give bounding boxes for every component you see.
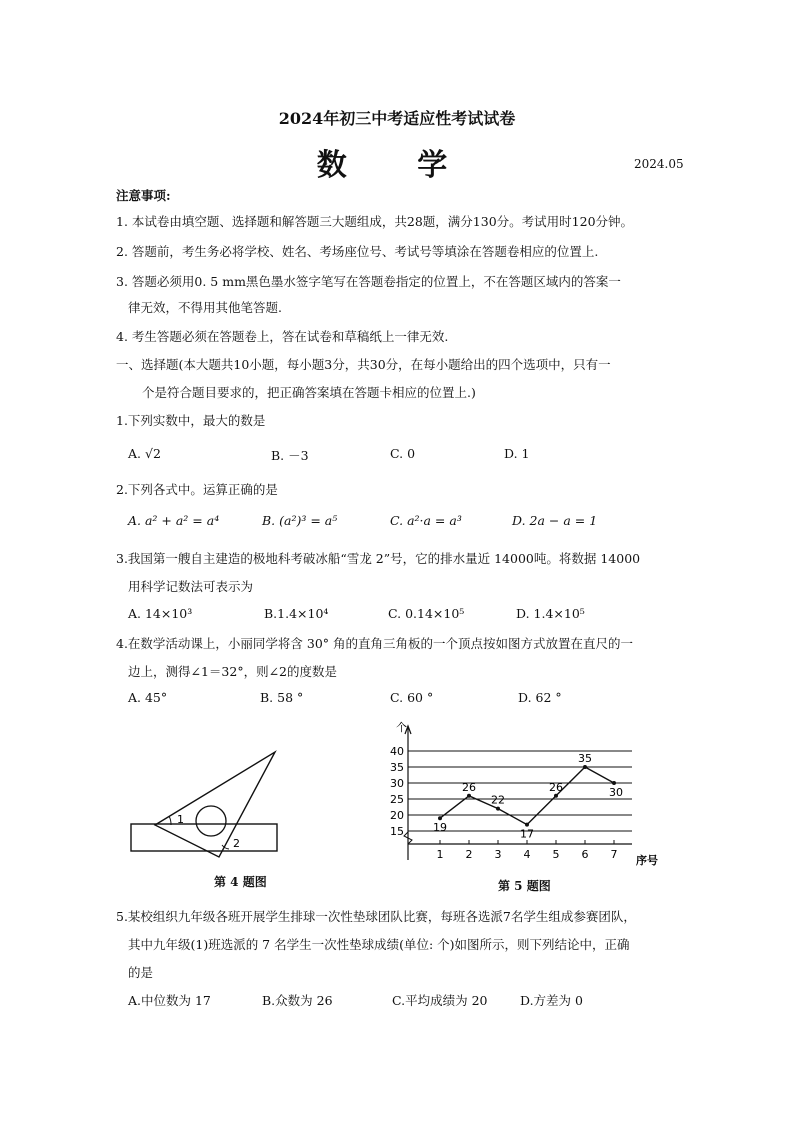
data-point bbox=[438, 816, 442, 820]
q2-stem: 2.下列各式中。运算正确的是 bbox=[116, 482, 278, 497]
q5-option-d: D.方差为 0 bbox=[520, 993, 583, 1008]
q3-option-a: A. 14×10³ bbox=[128, 606, 193, 621]
data-point bbox=[612, 781, 616, 785]
x-tick-label: 6 bbox=[581, 848, 589, 861]
q4-option-d: D. 62 ° bbox=[518, 690, 562, 705]
note-item: 3. 答题必须用0. 5 mm黑色墨水签字笔写在答题卷指定的位置上，不在答题区域内的答案一 bbox=[116, 274, 621, 289]
y-tick-label: 35 bbox=[390, 761, 404, 774]
q5-stem-cont2: 的是 bbox=[128, 965, 154, 980]
x-tick-label: 2 bbox=[465, 848, 473, 861]
note-item: 律无效，不得用其他笔答题. bbox=[128, 300, 282, 315]
q4-option-a: A. 45° bbox=[128, 690, 168, 705]
exam-date: 2024.05 bbox=[634, 157, 684, 171]
q4-stem-cont: 边上，测得∠1＝32°，则∠2的度数是 bbox=[128, 664, 338, 679]
q5-stem-cont: 其中九年级(1)班选派的 7 名学生一次性垫球成绩(单位: 个)如图所示，则下列结论中，正确 bbox=[128, 937, 630, 952]
data-point bbox=[525, 823, 529, 827]
subject-title: 数 学 bbox=[316, 148, 478, 183]
q3-option-c: C. 0.14×10⁵ bbox=[388, 606, 465, 621]
data-point bbox=[467, 794, 471, 798]
angle-1-label: 1 bbox=[177, 813, 184, 826]
y-tick-label: 40 bbox=[390, 745, 404, 758]
q1-option-a: A. √2 bbox=[128, 446, 161, 461]
q3-stem: 3.我国第一艘自主建造的极地科考破冰船“雪龙 2”号，它的排水量近 14000吨。将数据 14000 bbox=[116, 551, 641, 566]
q3-option-b: B.1.4×10⁴ bbox=[264, 606, 329, 621]
q5-option-c: C.平均成绩为 20 bbox=[392, 993, 488, 1008]
q5-stem: 5.某校组织九年级各班开展学生排球一次性垫球团队比赛，每班各选派7名学生组成参赛团队， bbox=[116, 909, 636, 924]
note-item: 1. 本试卷由填空题、选择题和解答题三大题组成，共28题，满分130分。考试用时120分钟。 bbox=[116, 214, 634, 229]
data-point bbox=[496, 807, 500, 811]
note-item: 2. 答题前，考生务必将学校、姓名、考场座位号、考试号等填涂在答题卷相应的位置上. bbox=[116, 244, 599, 259]
q1-option-c: C. 0 bbox=[390, 446, 416, 461]
y-tick-label: 25 bbox=[390, 793, 404, 806]
y-tick-label: 15 bbox=[390, 825, 404, 838]
q2-option-b: B. (a²)³ = a⁵ bbox=[262, 513, 338, 528]
figure-4-triangle-ruler bbox=[125, 745, 285, 865]
figure-5-line-chart bbox=[360, 714, 680, 874]
q5-option-a: A.中位数为 17 bbox=[128, 993, 211, 1008]
x-axis-label: 序号 bbox=[636, 854, 658, 867]
q2-option-d: D. 2a − a = 1 bbox=[512, 513, 598, 528]
q1-stem: 1.下列实数中，最大的数是 bbox=[116, 413, 266, 428]
q2-option-c: C. a²·a = a³ bbox=[390, 513, 462, 528]
figure-5-caption: 第 5 题图 bbox=[498, 879, 551, 893]
q3-stem-cont: 用科学记数法可表示为 bbox=[128, 579, 254, 594]
chart-points bbox=[433, 752, 623, 841]
q1-option-d: D. 1 bbox=[504, 446, 530, 461]
q3-option-d: D. 1.4×10⁵ bbox=[516, 606, 585, 621]
data-label: 19 bbox=[433, 821, 447, 835]
x-tick-label: 5 bbox=[552, 848, 560, 861]
y-tick-label: 30 bbox=[390, 777, 404, 790]
section-heading-cont: 个是符合题目要求的，把正确答案填在答题卡相应的位置上.) bbox=[142, 385, 476, 400]
y-axis-label: 个 bbox=[396, 721, 407, 734]
note-item: 4. 考生答题必须在答题卷上，答在试卷和草稿纸上一律无效. bbox=[116, 329, 449, 344]
q1-option-b: B. －3 bbox=[271, 448, 309, 463]
x-tick-label: 4 bbox=[523, 848, 531, 861]
y-tick-label: 20 bbox=[390, 809, 404, 822]
x-tick-label: 7 bbox=[610, 848, 618, 861]
figure-4-caption: 第 4 题图 bbox=[214, 875, 267, 889]
q4-stem: 4.在数学活动课上，小丽同学将含 30° 角的直角三角板的一个顶点按如图方式放置在直尺的一 bbox=[116, 636, 634, 651]
section-heading: 一、选择题(本大题共10小题，每小题3分，共30分，在每小题给出的四个选项中，只有一 bbox=[116, 357, 611, 372]
data-label: 22 bbox=[491, 793, 505, 807]
q4-option-c: C. 60 ° bbox=[390, 690, 434, 705]
x-tick-label: 3 bbox=[494, 848, 502, 861]
exam-title: 2024年初三中考适应性考试试卷 bbox=[278, 109, 516, 128]
data-series-line bbox=[440, 767, 614, 825]
data-label: 26 bbox=[549, 780, 563, 794]
data-label: 17 bbox=[520, 827, 534, 841]
q5-option-b: B.众数为 26 bbox=[262, 993, 333, 1008]
data-point bbox=[554, 794, 558, 798]
notes-heading: 注意事项: bbox=[116, 188, 171, 203]
data-label: 30 bbox=[609, 786, 623, 799]
x-tick-label: 1 bbox=[436, 848, 444, 861]
data-point bbox=[583, 765, 587, 769]
data-label: 26 bbox=[462, 780, 476, 794]
data-label: 35 bbox=[578, 752, 592, 765]
q4-option-b: B. 58 ° bbox=[260, 690, 304, 705]
q2-option-a: A. a² + a² = a⁴ bbox=[128, 513, 220, 528]
angle-2-label: 2 bbox=[233, 837, 240, 850]
